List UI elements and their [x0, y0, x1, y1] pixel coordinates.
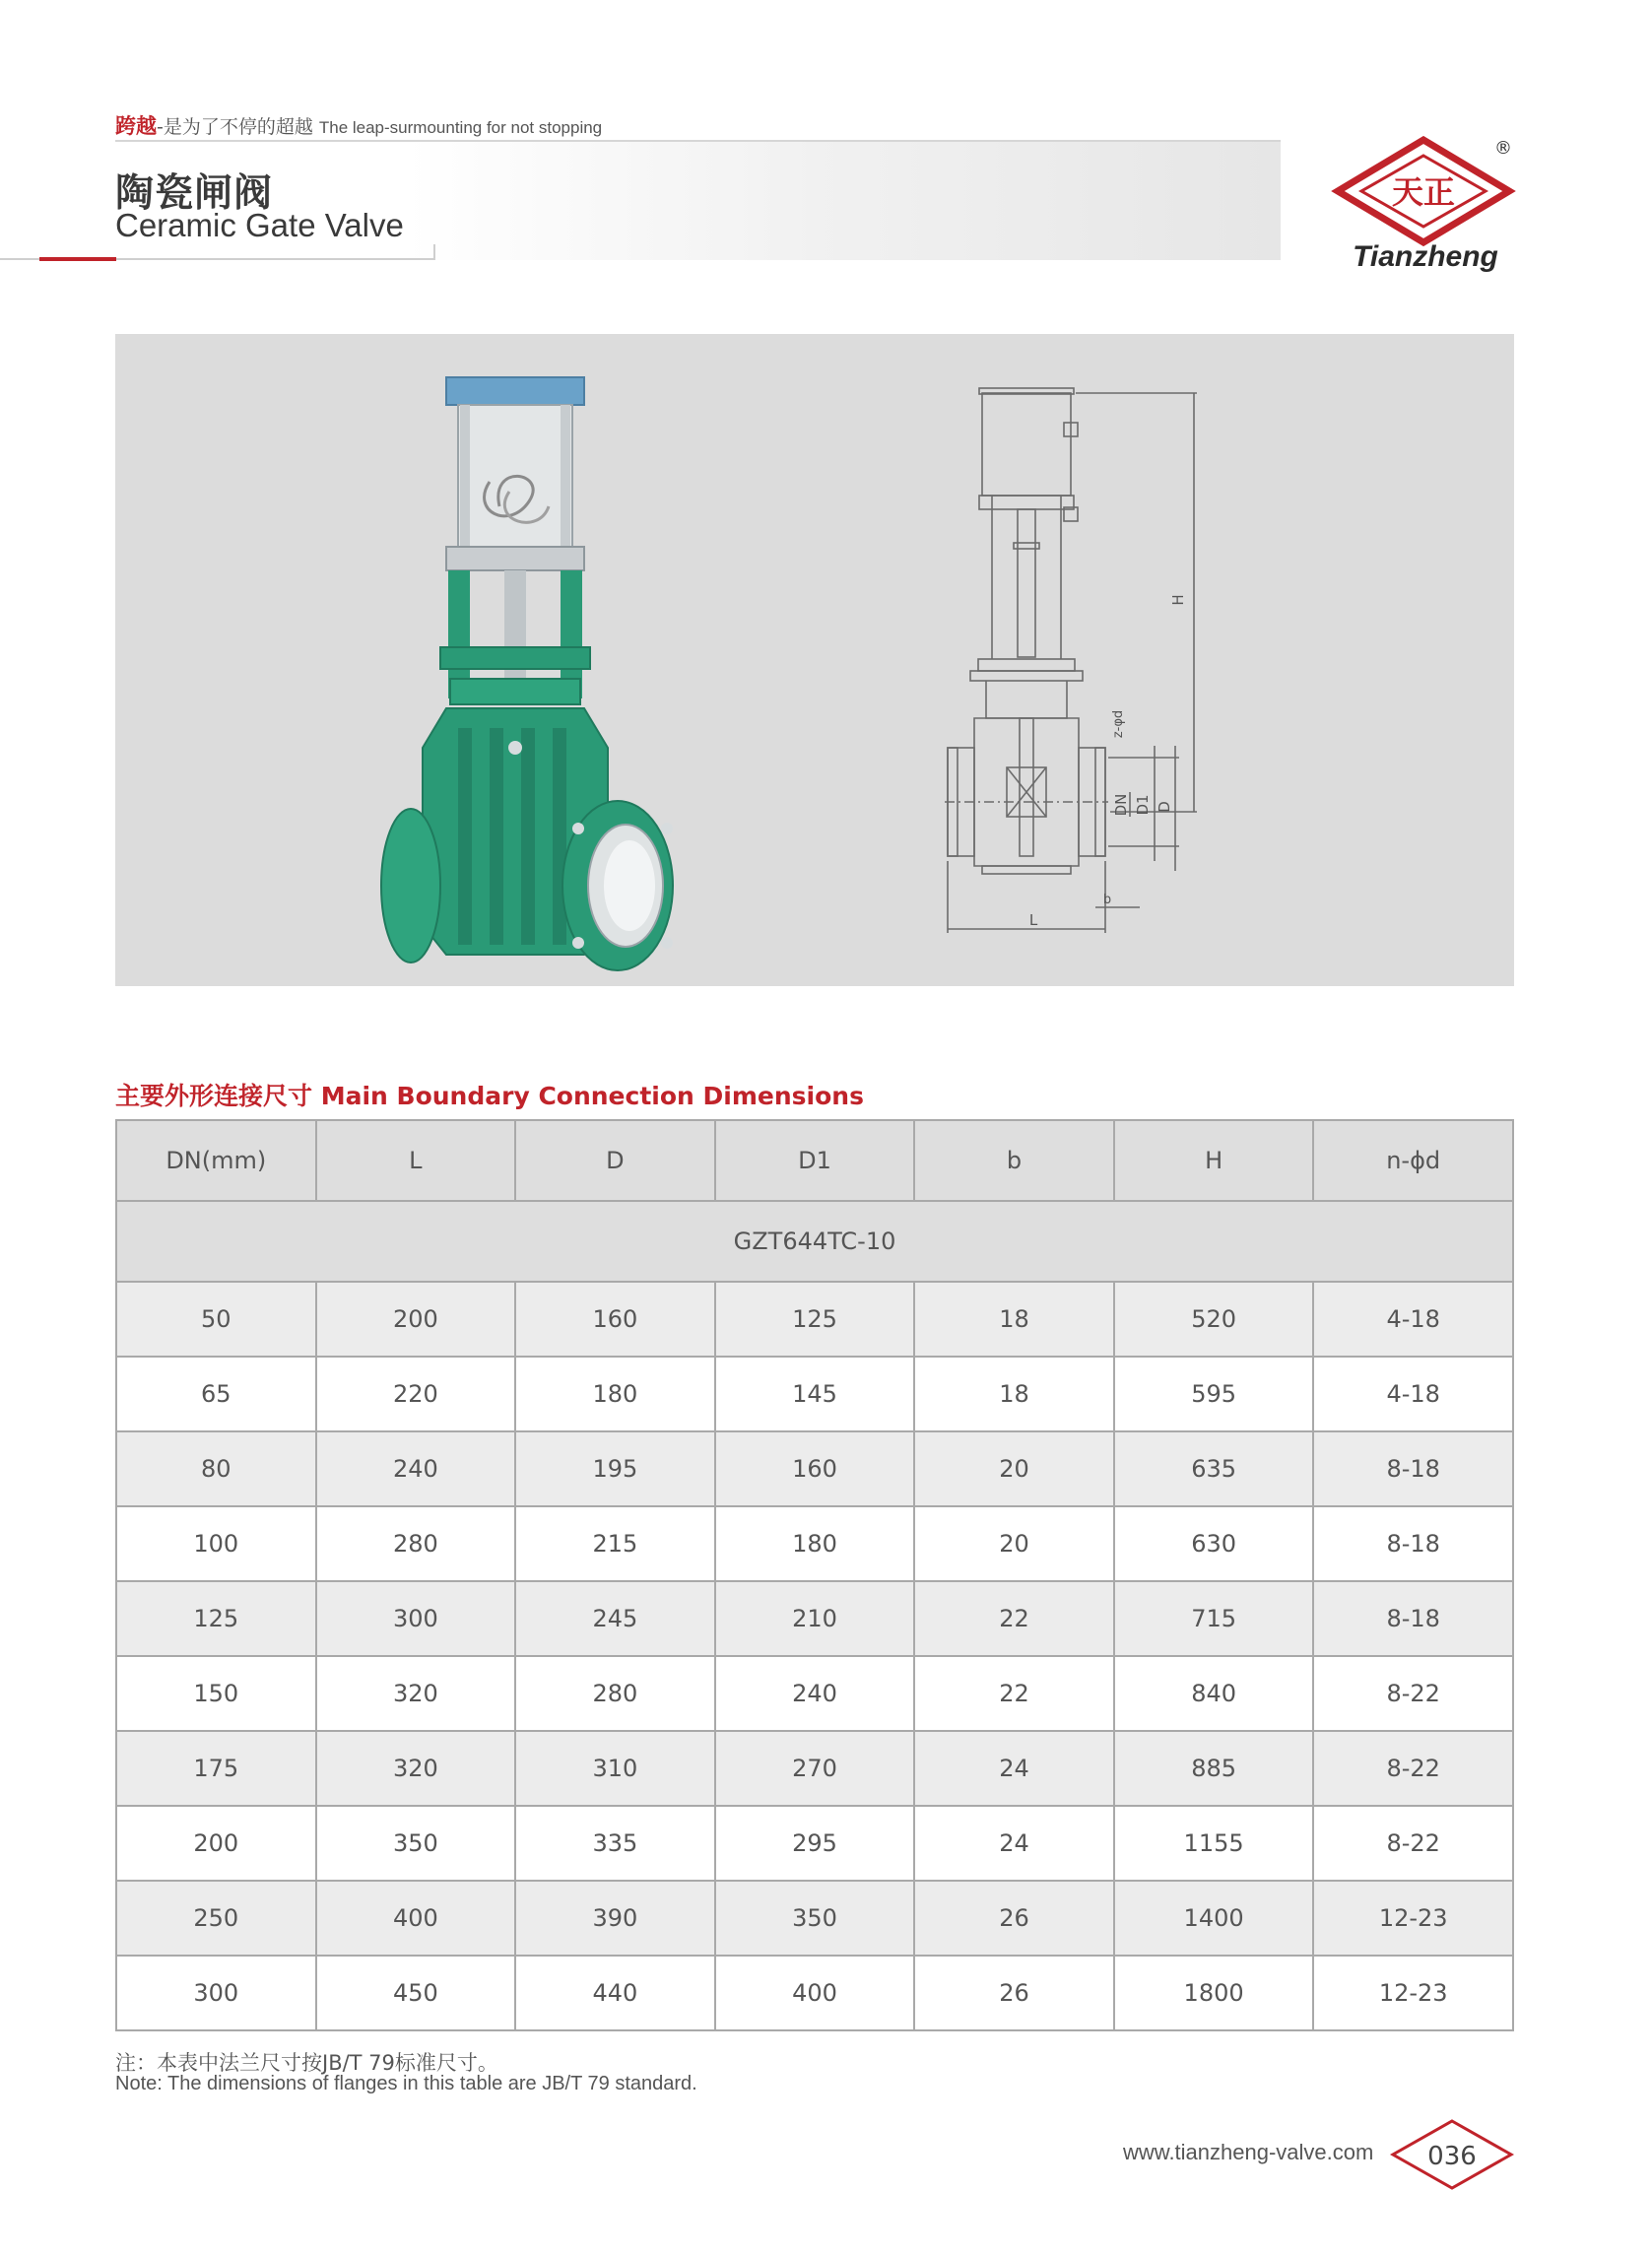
table-cell: 8-22: [1313, 1656, 1513, 1731]
table-cell: 300: [116, 1956, 316, 2030]
table-cell: 1400: [1114, 1881, 1314, 1956]
table-row: [116, 1431, 1513, 1506]
model-name: GZT644TC-10: [116, 1201, 1513, 1282]
table-cell: 400: [715, 1956, 915, 2030]
table-cell: 8-18: [1313, 1431, 1513, 1506]
table-cell: 125: [116, 1581, 316, 1656]
label-L: L: [1028, 911, 1038, 929]
table-cell: 20: [914, 1506, 1114, 1581]
table-cell: 12-23: [1313, 1881, 1513, 1956]
product-illustration: [115, 334, 1514, 986]
table-cell: 215: [515, 1506, 715, 1581]
label-D: D: [1156, 801, 1173, 813]
title-divider-tick: [433, 244, 435, 260]
table-cell: 320: [316, 1731, 516, 1806]
table-cell: 270: [715, 1731, 915, 1806]
table-cell: 240: [715, 1656, 915, 1731]
table-row: [116, 1881, 1513, 1956]
table-cell: 180: [715, 1506, 915, 1581]
valve-photo: [381, 377, 673, 970]
page-title-english: Ceramic Gate Valve: [115, 207, 404, 243]
label-DN: DN: [1112, 793, 1130, 817]
table-cell: 390: [515, 1881, 715, 1956]
table-cell: 50: [116, 1282, 316, 1357]
column-header: n-ϕd: [1313, 1120, 1513, 1201]
logo-characters: 天正: [1391, 173, 1456, 211]
table-cell: 1155: [1114, 1806, 1314, 1881]
slogan-english: The leap-surmounting for not stopping: [318, 118, 603, 137]
label-b: b: [1102, 893, 1112, 907]
table-cell: 160: [515, 1282, 715, 1357]
table-cell: 300: [316, 1581, 516, 1656]
section-heading: 主要外形连接尺寸 Main Boundary Connection Dimensions: [115, 1082, 864, 1110]
table-cell: 180: [515, 1357, 715, 1431]
product-image-panel: [115, 334, 1514, 986]
column-header: H: [1114, 1120, 1314, 1201]
brand-name: Tianzheng: [1353, 240, 1498, 273]
table-cell: 320: [316, 1656, 516, 1731]
column-header: DN(mm): [116, 1120, 316, 1201]
column-header: b: [914, 1120, 1114, 1201]
table-cell: 100: [116, 1506, 316, 1581]
table-cell: 840: [1114, 1656, 1314, 1731]
table-row: [116, 1806, 1513, 1881]
table-cell: 8-18: [1313, 1506, 1513, 1581]
registered-mark: ®: [1494, 138, 1512, 159]
table-cell: 160: [715, 1431, 915, 1506]
table-note-chinese: 注：本表中法兰尺寸按JB/T 79标准尺寸。: [115, 2051, 498, 2075]
table-cell: 200: [116, 1806, 316, 1881]
table-cell: 350: [316, 1806, 516, 1881]
drawing-labels: [1029, 594, 1187, 929]
table-header-row: [116, 1120, 1513, 1201]
table-cell: 1800: [1114, 1956, 1314, 2030]
table-cell: 240: [316, 1431, 516, 1506]
table-cell: 280: [316, 1506, 516, 1581]
table-cell: 125: [715, 1282, 915, 1357]
table-cell: 635: [1114, 1431, 1314, 1506]
table-cell: 885: [1114, 1731, 1314, 1806]
table-cell: 145: [715, 1357, 915, 1431]
website-url: www.tianzheng-valve.com: [1123, 2140, 1374, 2164]
table-row: [116, 1282, 1513, 1357]
table-cell: 24: [914, 1806, 1114, 1881]
table-row: [116, 1956, 1513, 2030]
label-D1: D1: [1134, 794, 1152, 816]
table-cell: 595: [1114, 1357, 1314, 1431]
table-cell: 440: [515, 1956, 715, 2030]
title-accent-bar: [39, 257, 116, 261]
table-cell: 26: [914, 1881, 1114, 1956]
table-row: [116, 1581, 1513, 1656]
table-cell: 20: [914, 1431, 1114, 1506]
table-cell: 245: [515, 1581, 715, 1656]
table-cell: 195: [515, 1431, 715, 1506]
table-cell: 65: [116, 1357, 316, 1431]
table-cell: 280: [515, 1656, 715, 1731]
page-title-chinese: 陶瓷闸阀: [115, 171, 274, 216]
table-cell: 18: [914, 1357, 1114, 1431]
table-cell: 520: [1114, 1282, 1314, 1357]
table-cell: 4-18: [1313, 1282, 1513, 1357]
model-row: [116, 1201, 1513, 1282]
table-row: [116, 1357, 1513, 1431]
table-cell: 26: [914, 1956, 1114, 2030]
table-cell: 715: [1114, 1581, 1314, 1656]
dimensions-table: [115, 1119, 1514, 2031]
label-H: H: [1169, 594, 1187, 606]
table-cell: 8-22: [1313, 1731, 1513, 1806]
slogan-highlight: 跨越: [115, 114, 157, 138]
page-number-badge: [1389, 2118, 1515, 2191]
table-cell: 210: [715, 1581, 915, 1656]
table-cell: 335: [515, 1806, 715, 1881]
table-cell: 630: [1114, 1506, 1314, 1581]
table-cell: 150: [116, 1656, 316, 1731]
table-row: [116, 1731, 1513, 1806]
table-cell: 18: [914, 1282, 1114, 1357]
table-cell: 22: [914, 1656, 1114, 1731]
table-cell: 8-22: [1313, 1806, 1513, 1881]
table-cell: 4-18: [1313, 1357, 1513, 1431]
slogan: [115, 110, 602, 140]
page-number: 036: [1427, 2142, 1477, 2171]
table-row: [116, 1506, 1513, 1581]
valve-technical-drawing: [945, 388, 1197, 933]
column-header: L: [316, 1120, 516, 1201]
table-cell: 400: [316, 1881, 516, 1956]
table-cell: 250: [116, 1881, 316, 1956]
table-cell: 8-18: [1313, 1581, 1513, 1656]
table-cell: 12-23: [1313, 1956, 1513, 2030]
table-cell: 350: [715, 1881, 915, 1956]
table-cell: 220: [316, 1357, 516, 1431]
table-cell: 450: [316, 1956, 516, 2030]
column-header: D1: [715, 1120, 915, 1201]
slogan-chinese: -是为了不停的超越: [157, 116, 313, 138]
column-header: D: [515, 1120, 715, 1201]
table-cell: 175: [116, 1731, 316, 1806]
table-cell: 22: [914, 1581, 1114, 1656]
table-row: [116, 1656, 1513, 1731]
table-cell: 295: [715, 1806, 915, 1881]
table-cell: 200: [316, 1282, 516, 1357]
table-cell: 24: [914, 1731, 1114, 1806]
table-cell: 80: [116, 1431, 316, 1506]
table-cell: 310: [515, 1731, 715, 1806]
table-note-english: Note: The dimensions of flanges in this table are JB/T 79 standard.: [115, 2073, 697, 2094]
label-z-phi-d: z-φd: [1111, 709, 1126, 739]
